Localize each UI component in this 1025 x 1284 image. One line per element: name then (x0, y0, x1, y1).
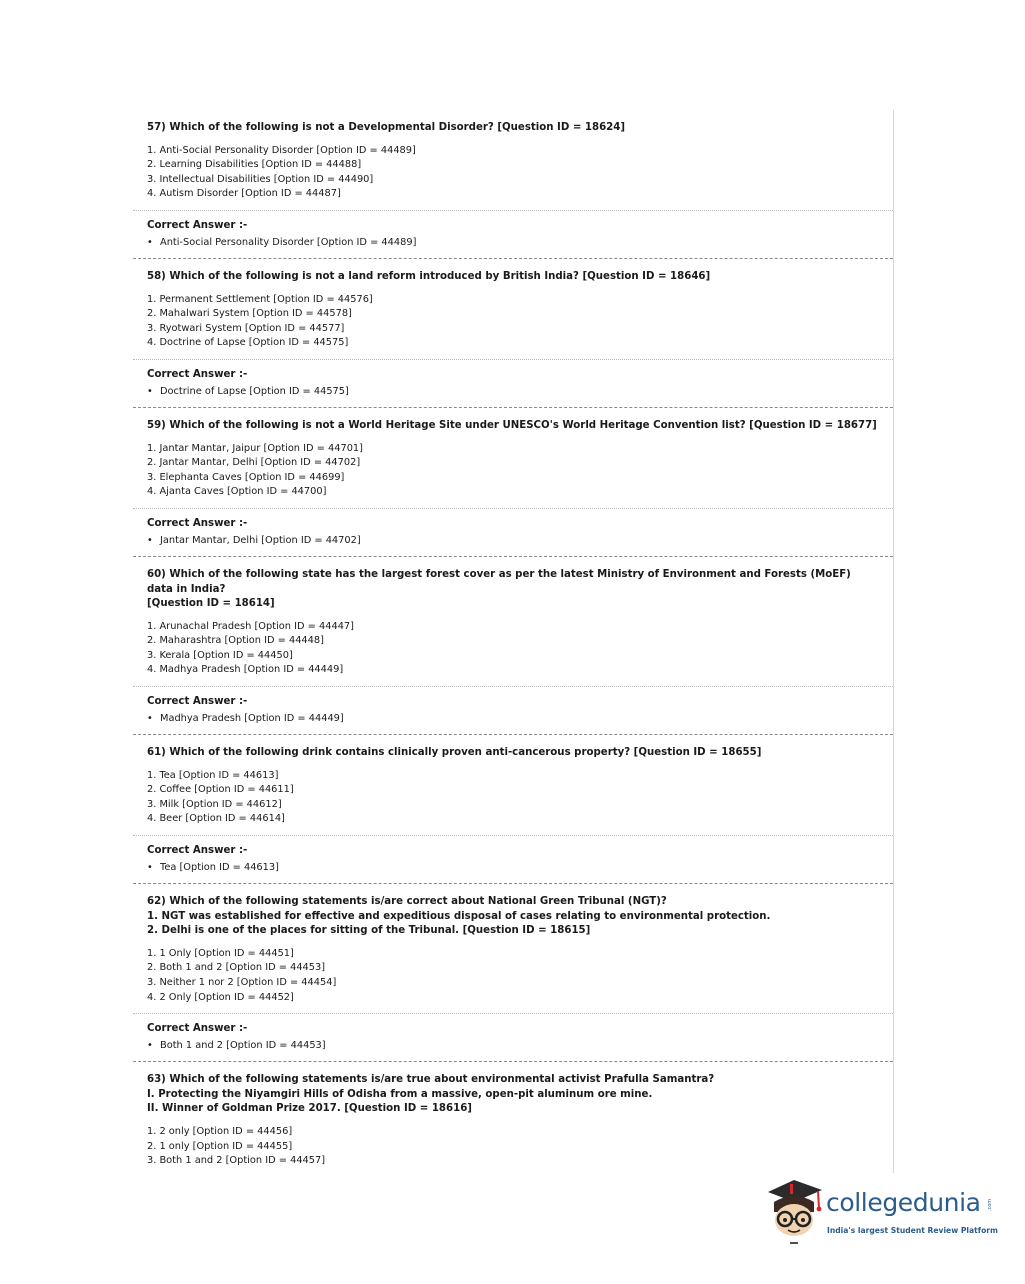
option-item: 1. Anti-Social Personality Disorder [Option ID = 44489] (147, 144, 416, 156)
correct-answer (133, 836, 893, 883)
options-list (133, 769, 893, 836)
option-item: 2. Coffee [Option ID = 44611] (147, 784, 294, 796)
question-text: 58) Which of the following is not a land reform introduced by British India? [Question ID = 18646] (147, 270, 711, 282)
question-subline: [Question ID = 18614] (147, 598, 275, 610)
option-item: 3. Kerala [Option ID = 44450] (147, 649, 293, 661)
option-item: 3. Neither 1 nor 2 [Option ID = 44454] (147, 977, 337, 988)
option-item: 1. Jantar Mantar, Jaipur [Option ID = 44701] (147, 442, 363, 454)
options-list (133, 144, 893, 211)
question-text: 59) Which of the following is not a World Heritage Site under UNESCO's World Heritage Convention list? [Question ID = 18677] (147, 419, 877, 431)
question-text: 57) Which of the following is not a Developmental Disorder? [Question ID = 18624] (147, 122, 626, 133)
option-item: 2. Both 1 and 2 [Option ID = 44453] (147, 962, 326, 974)
options-list (133, 1125, 893, 1173)
correct-answer (133, 509, 893, 556)
correct-answer-value: • Tea [Option ID = 44613] (147, 862, 279, 874)
question-text: 62) Which of the following statements is/are correct about National Green Tribunal (NGT)? 1. NGT was established for effective and expeditious disposal of cases relating to environmental protection. 2. Delhi is one of the places for sitting of the Tribunal. [Question ID = 18615] (133, 884, 893, 947)
option-item: 3. Milk [Option ID = 44612] (147, 798, 282, 810)
option-item: 4. Doctrine of Lapse [Option ID = 44575] (147, 337, 349, 349)
correct-answer-label: Correct Answer :- (147, 517, 248, 529)
question-text: 63) Which of the following statements is/are true about environmental activist Prafulla Samantra? I. Protecting the Niyamgiri Hills of Odisha from a massive, open-pit aluminum ore mine. II. Winner of Goldman Prize 2017. [Question ID = 18616] (133, 1062, 893, 1125)
correct-answer-label: Correct Answer :- (147, 368, 248, 380)
correct-answer (133, 1014, 893, 1061)
option-item: 1. 2 only [Option ID = 44456] (147, 1125, 293, 1137)
option-item: 2. Maharashtra [Option ID = 44448] (147, 635, 324, 647)
question-block (133, 557, 893, 735)
option-item: 4. Ajanta Caves [Option ID = 44700] (147, 486, 327, 498)
correct-answer-label: Correct Answer :- (147, 219, 248, 231)
question-block (133, 884, 893, 1062)
correct-answer-value: • Madhya Pradesh [Option ID = 44449] (147, 713, 344, 725)
question-text: 60) Which of the following state has the largest forest cover as per the latest Ministry of Environment and Forests (MoEF) data in India? [Question ID = 18614] (133, 557, 893, 620)
option-item: 1. Tea [Option ID = 44613] (147, 769, 279, 781)
question-sheet (133, 110, 894, 1173)
option-item: 3. Both 1 and 2 [Option ID = 44457] (147, 1155, 326, 1167)
brand-tagline: India's largest Student Review Platform (827, 1226, 998, 1235)
question-block (133, 735, 893, 884)
correct-answer-value: • Doctrine of Lapse [Option ID = 44575] (147, 385, 349, 397)
options-list (133, 620, 893, 687)
correct-answer (133, 211, 893, 258)
option-item: 2. Jantar Mantar, Delhi [Option ID = 44702] (147, 457, 361, 469)
option-item: 3. Ryotwari System [Option ID = 44577] (147, 322, 345, 334)
option-item: 4. Madhya Pradesh [Option ID = 44449] (147, 664, 344, 676)
question-block (133, 259, 893, 408)
correct-answer-value: • Jantar Mantar, Delhi [Option ID = 44702] (147, 534, 361, 546)
options-list (133, 947, 893, 1014)
options-list (133, 293, 893, 360)
option-item: 3. Intellectual Disabilities [Option ID = 44490] (147, 173, 374, 185)
option-item: 4. Autism Disorder [Option ID = 44487] (147, 188, 341, 200)
options-list (133, 442, 893, 509)
option-item: 4. Beer [Option ID = 44614] (147, 813, 285, 825)
correct-answer (133, 687, 893, 734)
option-item: 1. Permanent Settlement [Option ID = 44576] (147, 293, 373, 305)
option-item: 2. Mahalwari System [Option ID = 44578] (147, 308, 352, 320)
option-item: 1. Arunachal Pradesh [Option ID = 44447] (147, 620, 354, 632)
question-subline: II. Winner of Goldman Prize 2017. [Question ID = 18616] (147, 1103, 472, 1115)
correct-answer-label: Correct Answer :- (147, 696, 248, 708)
option-item: 3. Elephanta Caves [Option ID = 44699] (147, 471, 345, 483)
question-subline: 1. NGT was established for effective and expeditious disposal of cases relating to environmental protection. (147, 910, 771, 922)
question-subline: I. Protecting the Niyamgiri Hills of Odisha from a massive, open-pit aluminum ore mine. (147, 1088, 653, 1100)
correct-answer-label: Correct Answer :- (147, 845, 248, 857)
brand-name: collegedunia (826, 1188, 981, 1217)
correct-answer-value: • Anti-Social Personality Disorder [Option ID = 44489] (147, 236, 417, 248)
correct-answer-label: Correct Answer :- (147, 1023, 248, 1035)
question-subline: 2. Delhi is one of the places for sitting of the Tribunal. [Question ID = 18615] (147, 925, 591, 937)
question-text: 61) Which of the following drink contains clinically proven anti-cancerous property? [Question ID = 18655] (147, 747, 762, 759)
question-block (133, 408, 893, 557)
option-item: 2. Learning Disabilities [Option ID = 44488] (147, 159, 362, 171)
question-block (133, 110, 893, 259)
collegedunia-logo[interactable] (764, 1176, 1004, 1248)
brand-domain-suffix: .com (987, 1198, 994, 1212)
mascot-graduate-icon (764, 1176, 826, 1246)
option-item: 4. 2 Only [Option ID = 44452] (147, 991, 294, 1003)
correct-answer-value: • Both 1 and 2 [Option ID = 44453] (147, 1040, 326, 1052)
option-item: 2. 1 only [Option ID = 44455] (147, 1140, 293, 1152)
correct-answer (133, 360, 893, 407)
question-block (133, 1062, 893, 1173)
option-item: 1. 1 Only [Option ID = 44451] (147, 947, 294, 959)
